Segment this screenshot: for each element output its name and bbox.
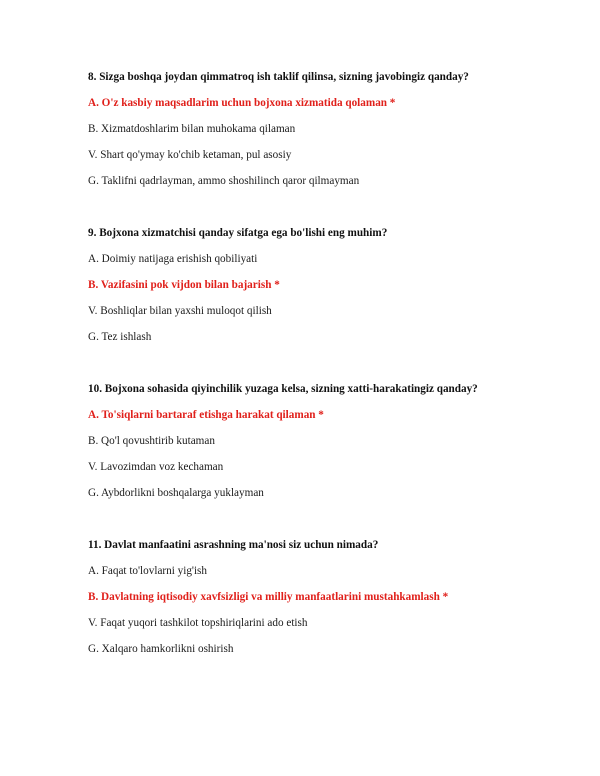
answer-option-correct: A. To'siqlarni bartaraf etishga harakat qilaman * <box>88 409 324 421</box>
answer-option: G. Aybdorlikni boshqalarga yuklayman <box>88 487 264 499</box>
answer-option: V. Boshliqlar bilan yaxshi muloqot qilish <box>88 305 272 317</box>
answer-option: G. Xalqaro hamkorlikni oshirish <box>88 643 234 655</box>
answer-option: G. Taklifni qadrlayman, ammo shoshilinch qaror qilmayman <box>88 175 360 187</box>
answer-option: B. Xizmatdoshlarim bilan muhokama qilaman <box>88 123 296 135</box>
question-text: 10. Bojxona sohasida qiyinchilik yuzaga kelsa, sizning xatti-harakatingiz qanday? <box>88 383 478 395</box>
answer-option: A. Doimiy natijaga erishish qobiliyati <box>88 253 258 265</box>
question-text: 11. Davlat manfaatini asrashning ma'nosi siz uchun nimada? <box>88 539 379 551</box>
answer-option: V. Shart qo'ymay ko'chib ketaman, pul asosiy <box>88 149 292 161</box>
question-text: 8. Sizga boshqa joydan qimmatroq ish taklif qilinsa, sizning javobingiz qanday? <box>88 71 469 83</box>
answer-option-correct: B. Davlatning iqtisodiy xavfsizligi va milliy manfaatlarini mustahkamlash * <box>88 591 449 603</box>
answer-option-correct: B. Vazifasini pok vijdon bilan bajarish * <box>88 279 280 291</box>
answer-option: V. Faqat yuqori tashkilot topshiriqlarini ado etish <box>88 617 308 629</box>
answer-option-correct: A. O'z kasbiy maqsadlarim uchun bojxona xizmatida qolaman * <box>88 97 396 109</box>
answer-option: G. Tez ishlash <box>88 331 152 343</box>
answer-option: V. Lavozimdan voz kechaman <box>88 461 224 473</box>
answer-option: A. Faqat to'lovlarni yig'ish <box>88 565 208 577</box>
answer-option: B. Qo'l qovushtirib kutaman <box>88 435 215 447</box>
question-text: 9. Bojxona xizmatchisi qanday sifatga ega bo'lishi eng muhim? <box>88 227 388 239</box>
